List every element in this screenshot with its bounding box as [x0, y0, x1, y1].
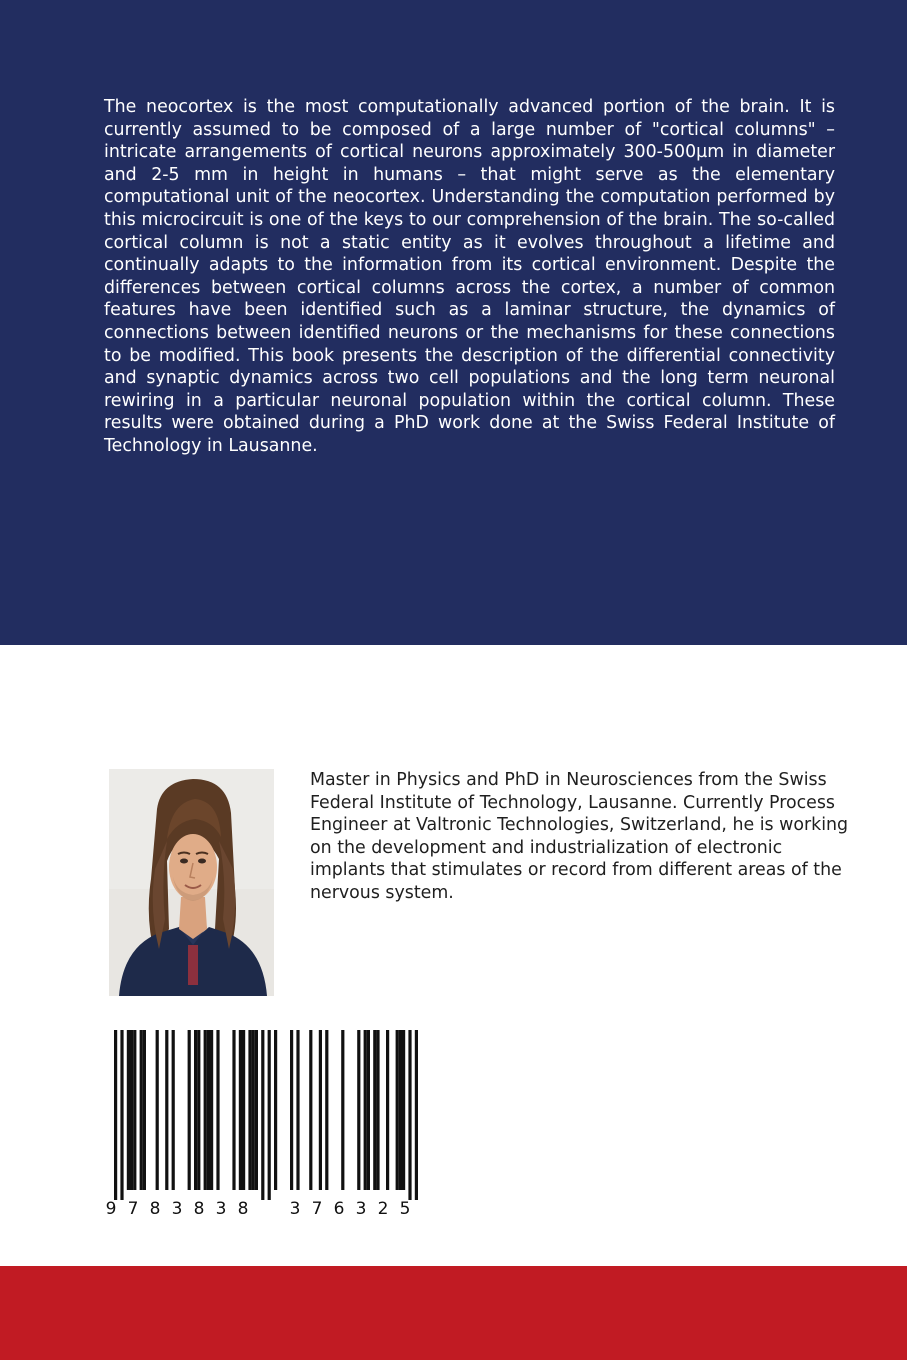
- barcode-bar: [156, 1030, 159, 1190]
- isbn-digit: 2: [377, 1199, 389, 1219]
- barcode-bar: [364, 1030, 367, 1190]
- barcode-bar: [274, 1030, 277, 1190]
- isbn-digit: 8: [193, 1199, 205, 1219]
- barcode-bar: [188, 1030, 191, 1190]
- barcode-bar: [114, 1030, 117, 1200]
- isbn-digit: 3: [355, 1199, 367, 1219]
- isbn-digit: 3: [289, 1199, 301, 1219]
- barcode-bar: [232, 1030, 235, 1190]
- barcode-bar: [325, 1030, 328, 1190]
- barcode-bar: [140, 1030, 143, 1190]
- barcode-bar: [376, 1030, 379, 1190]
- barcode-bar: [216, 1030, 219, 1190]
- synopsis-panel: [0, 0, 907, 645]
- barcode-bar: [252, 1030, 255, 1190]
- author-bio: Master in Physics and PhD in Neurosciences from the Swiss Federal Institute of Technology, Lausanne. Currently Process Engineer at Valtronic Technologies, Switzerland, he is working on the development and industrialization of electronic implants that stimulates or record from different areas of the nervous system.: [310, 770, 849, 903]
- isbn-digit: 7: [311, 1199, 323, 1219]
- isbn-digit: 8: [237, 1199, 249, 1219]
- barcode-bar: [255, 1030, 258, 1190]
- barcode-bar: [309, 1030, 312, 1190]
- barcode-bar: [408, 1030, 411, 1200]
- barcode-bar: [210, 1030, 213, 1190]
- barcode-bar: [248, 1030, 251, 1190]
- barcode-bar: [207, 1030, 210, 1190]
- barcode-bar: [133, 1030, 136, 1190]
- isbn-digit: 6: [333, 1199, 345, 1219]
- barcode-bar: [261, 1030, 264, 1200]
- isbn-digit: 3: [215, 1199, 227, 1219]
- barcode-bar: [296, 1030, 299, 1190]
- isbn-digit: 7: [127, 1199, 139, 1219]
- author-photo: [109, 769, 274, 996]
- barcode-bar: [396, 1030, 399, 1190]
- barcode-bar: [143, 1030, 146, 1190]
- barcode-bar: [386, 1030, 389, 1190]
- barcode-bar: [120, 1030, 123, 1200]
- barcode-bar: [373, 1030, 376, 1190]
- isbn-digit: 5: [399, 1199, 411, 1219]
- synopsis-text: The neocortex is the most computationally advanced portion of the brain. It is currently assumed to be composed of a large number of "cortical columns" – intricate arrangements of cortical neurons approximately 300-500µm in diameter and 2-5 mm in height in humans – that might serve as the elementary computational unit of the neocortex. Understanding the computation performed by this microcircuit is one of the keys to our comprehension of the brain. The so-called cortical column is not a static entity as it evolves throughout a lifetime and continually adapts to the information from its cortical environment. Despite the differences between cortical columns across the cortex, a number of common features have been identified such as a laminar structure, the dynamics of connections between identified neurons or the mechanisms for these connections to be modified. This book presents the description of the differential connectivity and synaptic dynamics across two cell populations and the long term neuronal rewiring in a particular neuronal population within the cortical column. These results were obtained during a PhD work done at the Swiss Federal Institute of Technology in Lausanne.: [104, 97, 835, 456]
- isbn-digit: 9: [105, 1199, 117, 1219]
- barcode-bar: [399, 1030, 402, 1190]
- isbn-digits: [103, 1199, 413, 1219]
- isbn-digit: 8: [149, 1199, 161, 1219]
- barcode-bar: [357, 1030, 360, 1190]
- barcode-bar: [367, 1030, 370, 1190]
- barcode-bar: [127, 1030, 130, 1190]
- isbn-digit: 3: [171, 1199, 183, 1219]
- barcode-bar: [319, 1030, 322, 1190]
- barcode-bar: [204, 1030, 207, 1190]
- barcode-bar: [130, 1030, 133, 1190]
- barcode-bar: [239, 1030, 242, 1190]
- isbn-barcode: [100, 1030, 420, 1220]
- barcode-bar: [341, 1030, 344, 1190]
- barcode-bar: [268, 1030, 271, 1200]
- barcode-bar: [194, 1030, 197, 1190]
- barcode-bar: [165, 1030, 168, 1190]
- bottom-color-band: [0, 1266, 907, 1360]
- barcode-bar: [415, 1030, 418, 1200]
- barcode-bar: [290, 1030, 293, 1190]
- barcode-bar: [402, 1030, 405, 1190]
- barcode-bar: [172, 1030, 175, 1190]
- barcode-bar: [197, 1030, 200, 1190]
- barcode-bar: [242, 1030, 245, 1190]
